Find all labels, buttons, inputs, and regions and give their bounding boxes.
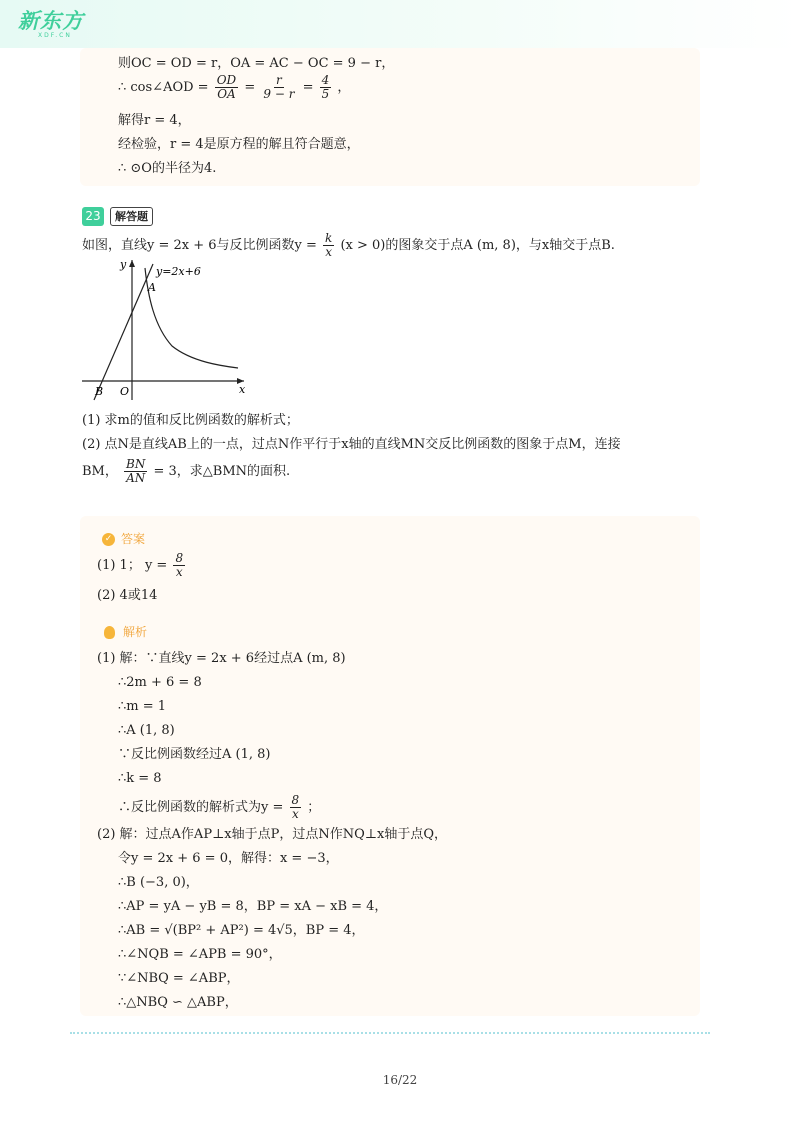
analysis-step-13: ∴∠NQB = ∠APB = 90°，: [118, 947, 282, 962]
prev-line-5: ∴ ⊙O的半径为4.: [118, 161, 217, 176]
analysis-step-8: (2) 解：过点A作AP⊥x轴于点P，过点N作NQ⊥x轴于点Q，: [97, 827, 447, 842]
line-equation-label: y=2x+6: [156, 265, 201, 278]
function-graph: [82, 256, 252, 402]
analysis-label: 解析: [123, 625, 148, 639]
page-header: [0, 0, 800, 48]
analysis-step-3: ∴m = 1: [118, 699, 167, 714]
answer-line-1: (1) 1； y = $\frac{8}{x}$: [97, 551, 184, 579]
question-number-badge: 23: [82, 207, 104, 226]
analysis-step-12: ∴AB = √(BP² + AP²) = 4√5，BP = 4，: [118, 923, 365, 938]
answer-line-2: (2) 4或14: [97, 588, 158, 603]
prev-line-3: 解得r = 4，: [118, 113, 191, 128]
fraction-k-x: $\frac{k}{x}$: [325, 231, 333, 259]
fraction-8-x-answer: $\frac{8}{x}$: [175, 551, 184, 579]
question-part-2-line-1: (2) 点N是直线AB上的一点，过点N作平行于x轴的直线MN交反比例函数的图象于点M，连接: [82, 437, 621, 452]
answer-label: 答案: [121, 532, 146, 546]
check-icon: ✓: [102, 533, 115, 546]
origin-label: O: [120, 385, 130, 398]
answer-header: [102, 530, 145, 547]
question-part-1: (1) 求m的值和反比例函数的解析式；: [82, 413, 299, 428]
fraction-r-9r: $\frac{r}{9 - r}$: [263, 73, 295, 101]
page-number: 16/22: [382, 1073, 418, 1087]
xdf-logo: [18, 10, 84, 40]
analysis-step-11: ∴AP = yA − yB = 8，BP = xA − xB = 4，: [118, 899, 388, 914]
analysis-step-1: (1) 解：∵直线y = 2x + 6经过点A (m, 8): [97, 651, 346, 666]
hyperbola-curve: [145, 268, 238, 368]
x-axis-label: x: [239, 383, 246, 396]
prev-line-1: 则OC = OD = r，OA = AC − OC = 9 − r，: [118, 56, 395, 71]
y-axis-label: y: [120, 258, 127, 271]
fraction-8-x-analysis: $\frac{8}{x}$: [291, 793, 300, 821]
dotted-divider: [70, 1032, 710, 1034]
analysis-header: [104, 623, 147, 640]
analysis-step-10: ∴B (−3, 0)，: [118, 875, 199, 890]
prev-line-2: ∴ cos∠AOD = $\frac{OD}{OA}$ = $\frac{r}{9 - r}$ = $\frac{4}{5}$ ，: [118, 73, 351, 101]
analysis-step-6: ∴k = 8: [118, 771, 162, 786]
point-a-label: A: [148, 281, 156, 294]
analysis-step-15: ∴△NBQ ∽ △ABP，: [118, 995, 238, 1010]
question-part-2-line-2: BM， $\frac{BN}{AN}$ = 3，求△BMN的面积.: [82, 457, 291, 485]
point-b-label: B: [95, 385, 104, 398]
fraction-od-oa: $\frac{OD}{OA}$: [216, 73, 237, 101]
analysis-step-5: ∵反比例函数经过A (1, 8): [118, 747, 271, 762]
question-type-tag: 解答题: [110, 207, 153, 226]
prev-line-2-pre: ∴ cos∠AOD =: [118, 80, 209, 95]
analysis-step-14: ∵∠NBQ = ∠ABP，: [118, 971, 240, 986]
analysis-step-2: ∴2m + 6 = 8: [118, 675, 202, 690]
logo-text: 新东方: [18, 9, 84, 33]
analysis-step-9: 令y = 2x + 6 = 0，解得：x = −3，: [118, 851, 339, 866]
analysis-step-4: ∴A (1, 8): [118, 723, 175, 738]
logo-subtext: XDF.CN: [38, 32, 72, 39]
fraction-4-5: $\frac{4}{5}$: [321, 73, 330, 101]
line-y-2x-6: [94, 264, 153, 400]
lightbulb-icon: [104, 626, 115, 639]
y-axis-arrow: [129, 260, 135, 267]
analysis-step-7: ∴反比例函数的解析式为y = $\frac{8}{x}$ ；: [118, 793, 321, 821]
question-stem: 如图，直线y = 2x + 6与反比例函数y = $\frac{k}{x}$ (x > 0)的图象交于点A (m, 8)，与x轴交于点B.: [82, 231, 615, 259]
prev-line-4: 经检验，r = 4是原方程的解且符合题意，: [118, 137, 360, 152]
fraction-bn-an: $\frac{BN}{AN}$: [126, 457, 146, 485]
answer-panel: [80, 516, 700, 1016]
